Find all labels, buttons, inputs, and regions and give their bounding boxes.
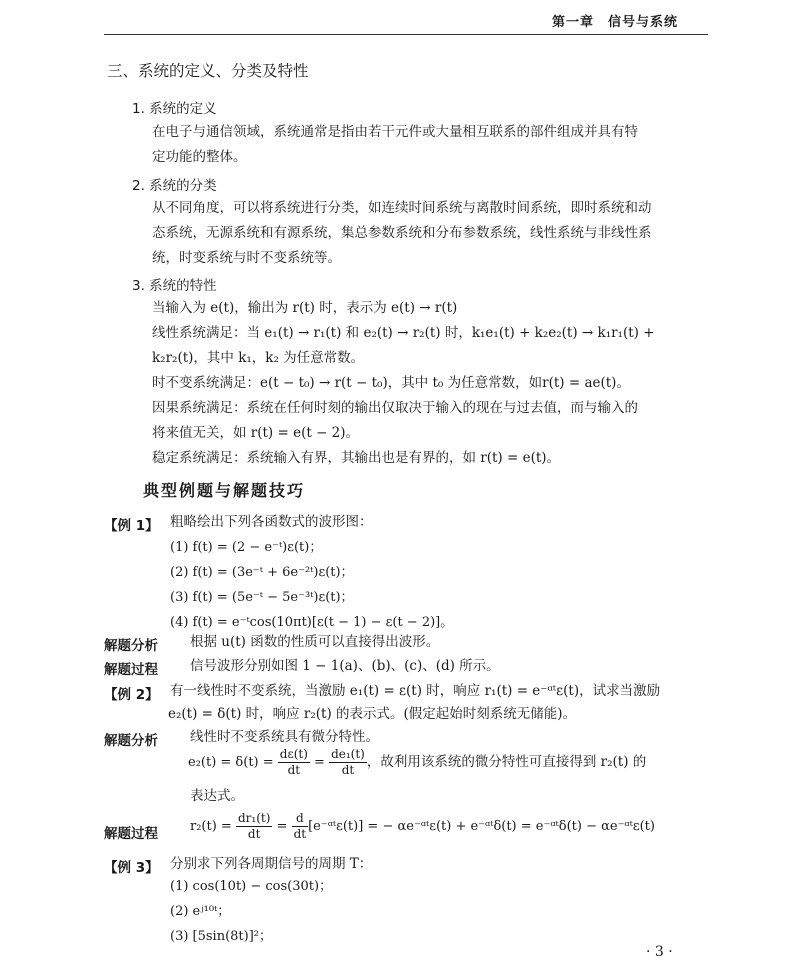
fraction-denominator: dt bbox=[287, 763, 301, 777]
classification-paragraph bbox=[152, 196, 652, 271]
equals-sign: = bbox=[276, 819, 288, 834]
paragraph-line: 从不同角度，可以将系统进行分类，如连续时间系统与离散时间系统，即时系统和动 bbox=[152, 200, 652, 216]
header-rule bbox=[104, 34, 708, 35]
example-2-process-label: 解题过程 bbox=[104, 826, 158, 842]
properties-paragraph bbox=[152, 296, 655, 471]
equals-sign: = bbox=[314, 755, 325, 770]
running-head: 第一章 信号与系统 bbox=[552, 15, 679, 30]
fraction-denominator: dt bbox=[341, 763, 355, 777]
example-3-items bbox=[170, 874, 332, 949]
example-1-process: 信号波形分别如图 1 − 1(a)、(b)、(c)、(d) 所示。 bbox=[190, 658, 500, 674]
fraction-denominator: dt bbox=[247, 827, 261, 841]
property-line: k₂r₂(t)，其中 k₁，k₂ 为任意常数。 bbox=[152, 350, 365, 366]
section-title: 三、系统的定义、分类及特性 bbox=[107, 62, 309, 80]
fraction-numerator: dε(t) bbox=[279, 747, 308, 761]
equation-tail: ，故利用该系统的微分特性可直接得到 r₂(t) 的 bbox=[366, 754, 647, 770]
example-1-label: 【例 1】 bbox=[104, 518, 159, 534]
derivative-equation bbox=[188, 747, 646, 778]
equation-item: (2) eʲ¹⁰ᵗ； bbox=[170, 904, 231, 919]
example-1-analysis-label: 解题分析 bbox=[104, 638, 158, 654]
example-3-text: 分别求下列各周期信号的周期 T： bbox=[170, 856, 373, 872]
fraction-d-r1 bbox=[236, 811, 272, 842]
example-3-label: 【例 3】 bbox=[104, 860, 159, 876]
equation-continuation: 表达式。 bbox=[190, 788, 244, 804]
equation-item: (1) f(t) = (2 − e⁻ᵗ)ε(t)； bbox=[170, 540, 323, 555]
equation-item: (4) f(t) = e⁻ᵗcos(10πt)[ε(t − 1) − ε(t − 2)]。 bbox=[170, 615, 454, 630]
fraction-d-dt bbox=[292, 811, 309, 842]
subsection-title-properties: 3. 系统的特性 bbox=[132, 278, 217, 294]
paragraph-line: 统，时变系统与时不变系统等。 bbox=[152, 250, 341, 266]
property-line: 稳定系统满足：系统输入有界，其输出也是有界的，如 r(t) = e(t)。 bbox=[152, 450, 561, 466]
property-line: 因果系统满足：系统在任何时刻的输出仅取决于输入的现在与过去值，而与输入的 bbox=[152, 400, 638, 416]
example-1-process-label: 解题过程 bbox=[104, 662, 158, 678]
example-2-analysis-label: 解题分析 bbox=[104, 733, 158, 749]
response-derivation bbox=[190, 811, 655, 842]
example-2-line1: 有一线性时不变系统，当激励 e₁(t) = ε(t) 时，响应 r₁(t) = e⁻ᵅᵗε(t)，试求当激励 bbox=[170, 683, 661, 699]
derivation-rhs: [e⁻ᵅᵗε(t)] = − αe⁻ᵅᵗε(t) + e⁻ᵅᵗδ(t) = e⁻ᵅᵗδ(t) − αe⁻ᵅᵗε(t) bbox=[308, 819, 655, 834]
property-line: 线性系统满足：当 e₁(t) → r₁(t) 和 e₂(t) → r₂(t) 时，k₁e₁(t) + k₂e₂(t) → k₁r₁(t) + bbox=[152, 325, 655, 341]
example-1-text: 粗略绘出下列各函数式的波形图： bbox=[170, 514, 373, 530]
example-1-analysis: 根据 u(t) 函数的性质可以直接得出波形。 bbox=[190, 634, 440, 650]
property-line: 当输入为 e(t)，输出为 r(t) 时，表示为 e(t) → r(t) bbox=[152, 300, 458, 316]
example-2-analysis: 线性时不变系统具有微分特性。 bbox=[190, 729, 379, 745]
equation-lhs: e₂(t) = δ(t) = bbox=[188, 755, 274, 770]
equation-item: (1) cos(10t) − cos(30t)； bbox=[170, 879, 333, 894]
definition-paragraph bbox=[152, 120, 638, 170]
subsection-title-definition: 1. 系统的定义 bbox=[132, 101, 217, 117]
equation-item: (3) f(t) = (5e⁻ᵗ − 5e⁻³ᵗ)ε(t)； bbox=[170, 590, 354, 605]
property-line: 将来值无关，如 r(t) = e(t − 2)。 bbox=[152, 425, 360, 441]
fraction-numerator: dr₁(t) bbox=[237, 811, 271, 825]
example-2-line2: e₂(t) = δ(t) 时，响应 r₂(t) 的表示式。(假定起始时刻系统无储能)。 bbox=[168, 706, 577, 722]
paragraph-line: 定功能的整体。 bbox=[152, 149, 247, 165]
fraction-denominator: dt bbox=[293, 827, 307, 841]
fraction-d-epsilon bbox=[278, 747, 310, 778]
example-2-label: 【例 2】 bbox=[104, 687, 159, 703]
subsection-title-classification: 2. 系统的分类 bbox=[132, 178, 217, 194]
equation-item: (3) [5sin(8t)]²； bbox=[170, 929, 273, 944]
fraction-numerator: de₁(t) bbox=[331, 747, 365, 761]
paragraph-line: 态系统，无源系统和有源系统，集总参数系统和分布参数系统，线性系统与非线性系 bbox=[152, 225, 652, 241]
fraction-d-e1 bbox=[329, 747, 367, 778]
fraction-numerator: d bbox=[292, 811, 309, 827]
example-1-items bbox=[170, 535, 453, 635]
paragraph-line: 在电子与通信领域，系统通常是指由若干元件或大量相互联系的部件组成并具有特 bbox=[152, 124, 638, 140]
tips-heading: 典型例题与解题技巧 bbox=[143, 481, 306, 500]
page-number: · 3 · bbox=[646, 944, 673, 960]
equation-item: (2) f(t) = (3e⁻ᵗ + 6e⁻²ᵗ)ε(t)； bbox=[170, 565, 354, 580]
property-line: 时不变系统满足：e(t − t₀) → r(t − t₀)，其中 t₀ 为任意常数，如r(t) = ae(t)。 bbox=[152, 375, 630, 391]
derivation-lhs: r₂(t) = bbox=[190, 819, 232, 834]
